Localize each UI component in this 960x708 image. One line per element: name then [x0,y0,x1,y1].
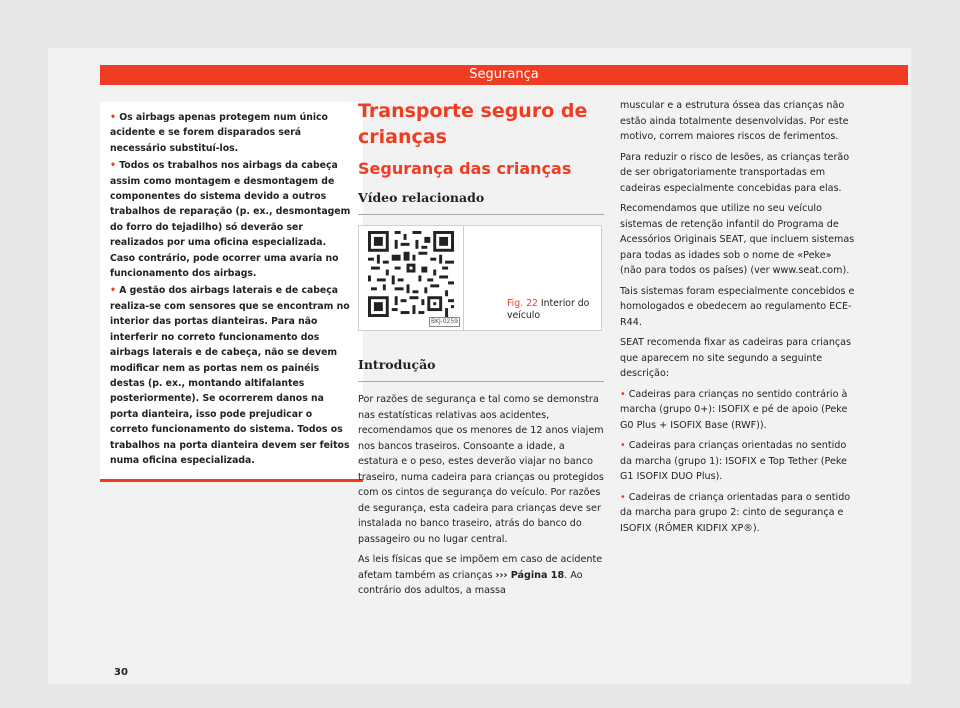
bullet-icon: • [620,491,626,503]
body-paragraph: Recomendamos que utilize no seu veículo sistemas de retenção infantil do Programa de Acessórios Originais SEAT, que incluem sistemas para todas as idades sob o nome de «Peke» (não para todos os países) (ver www.seat.com). [620,203,855,276]
bullet-icon: • [110,285,116,297]
list-item: • Cadeiras para crianças no sentido contrário à marcha (grupo 0+): ISOFIX e pé de apoio (Peke G0 Plus + ISOFIX Base (RWF)). [620,388,848,431]
warning-item: • Os airbags apenas protegem num único acidente e se forem disparados será necessário substituí-los. [110,112,328,154]
intro-text [358,392,604,599]
figure-22 [358,225,602,331]
middle-column [358,98,604,604]
page-reference-link[interactable]: ››› Página 18 [495,569,565,581]
page-title: Transporte seguro de crianças [358,100,588,148]
intro-heading: Introdução [358,357,604,382]
list-item: • Cadeiras para crianças orientadas no sentido da marcha (grupo 1): ISOFIX e Top Tether (Peke G1 ISOFIX DUO Plus). [620,440,847,482]
manual-page [48,48,911,684]
list-item: • Cadeiras de criança orientadas para o sentido da marcha para grupo 2: cinto de segurança e ISOFIX (RÖMER KIDFIX XP®). [620,491,851,534]
warning-item: • A gestão dos airbags laterais e de cabeça realiza-se com sensores que se encontram no interior das portas dianteiras. Para não interferir no correto funcionamento dos airbags laterais e de cabeça, não se devem modificar nem as portas nem os painéis destas (p. ex., montando altifalantes posteriormente). Se ocorrerem danos na porta dianteira, isso pode prejudicar o correto funcionamento do sistema. Todos os trabalhos na porta dianteira devem ser feitos numa oficina especializada. [110,285,350,466]
qr-code-icon [368,231,454,317]
bullet-icon: • [620,388,626,400]
section-subtitle: Segurança das crianças [358,159,572,178]
figure-caption-text: Interior do veículo [507,298,590,321]
figure-caption [507,298,595,322]
right-column [620,98,856,541]
intro-paragraph: As leis físicas que se impõem em caso de acidente afetam também as crianças ››› Página 18. Ao contrário dos adultos, a massa [358,554,603,596]
intro-paragraph: Por razões de segurança e tal como se demonstra nas estatísticas relativas aos acidentes, recomendamos que os menores de 12 anos viajem nos bancos traseiros. Consoante a idade, a estatura e o peso, estes deverão viajar no banco traseiro, numa cadeira para crianças ou protegidos com os cintos de segurança do veículo. Por razões de segurança, esta cadeira para crianças deve ser instalada no banco traseiro, atrás do banco do passageiro ou no lugar central. [358,394,604,545]
warning-item: • Todos os trabalhos nos airbags da cabeça assim como montagem e desmontagem de componentes do sistema devido a outros trabalhos de reparação (p. ex., desmontagem do forro do tejadilho) só deverão ser realizados por uma oficina especializada. Caso contrário, pode ocorrer uma avaria no funcionamento dos airbags. [110,160,351,280]
body-paragraph: SEAT recomenda fixar as cadeiras para crianças que aparecem no site segundo a seguinte descrição: [620,337,852,379]
bullet-icon: • [620,440,626,451]
figure-code: BKJ-0259 [430,318,458,325]
page-number: 30 [114,667,128,678]
left-column [100,102,363,482]
section-header: Segurança [100,65,908,85]
qr-code[interactable] [359,226,464,330]
warning-box [100,102,363,482]
body-paragraph: Tais sistemas foram especialmente concebidos e homologados e obedecem ao regulamento ECE-R44. [620,285,855,328]
bullet-icon: • [110,112,116,123]
video-heading: Vídeo relacionado [358,190,604,215]
body-paragraph: Para reduzir o risco de lesões, as crianças terão de ser obrigatoriamente transportadas em cadeiras especialmente concebidas para elas. [620,151,850,194]
body-paragraph: muscular e a estrutura óssea das crianças não estão ainda totalmente desenvolvidas. Por este motivo, correm maiores riscos de ferimentos. [620,100,849,142]
figure-number: Fig. 22 [507,298,538,309]
bullet-icon: • [110,160,116,172]
